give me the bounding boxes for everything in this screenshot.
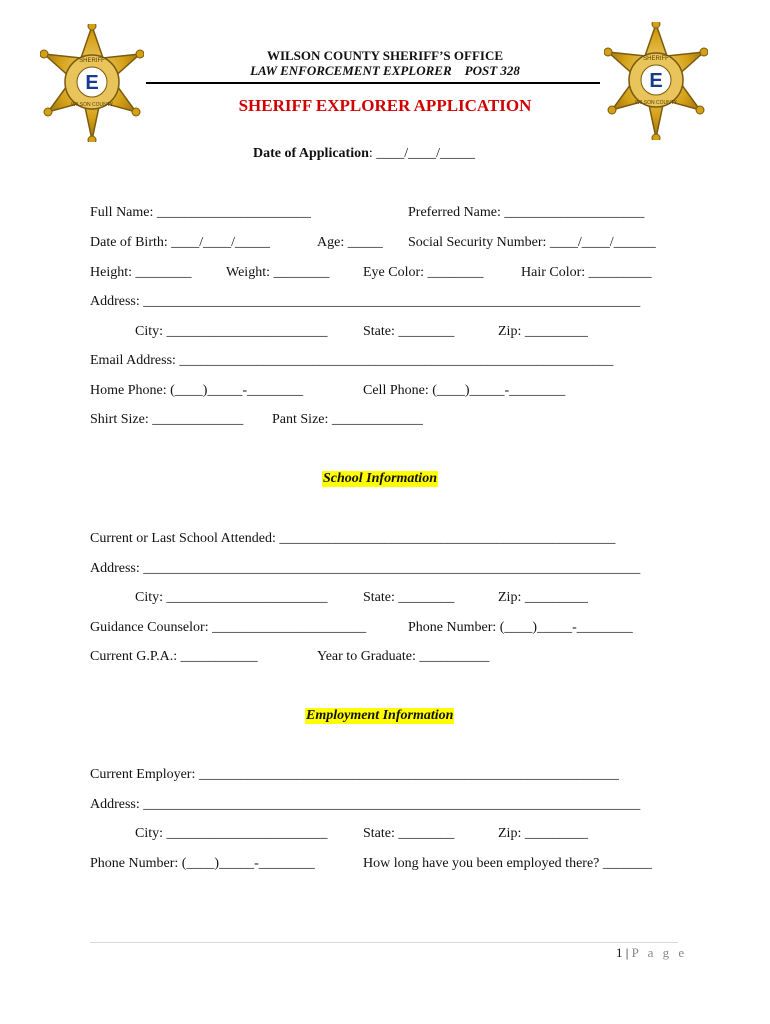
gpa-field[interactable]: Current G.P.A.: ___________: [90, 649, 258, 664]
home-phone-field[interactable]: Home Phone: (____)_____-________: [90, 383, 304, 398]
grad-year-field[interactable]: Year to Graduate: __________: [317, 649, 490, 664]
current-employer-field[interactable]: Current Employer: ____________________________________________________________: [90, 767, 619, 782]
address-field[interactable]: Address: _______________________________________________________________________: [90, 294, 641, 309]
svg-text:WILSON COUNTY: WILSON COUNTY: [70, 102, 114, 108]
footer-rule: [90, 942, 678, 943]
svg-text:SHERIFF: SHERIFF: [643, 56, 669, 62]
svg-text:E: E: [649, 70, 663, 92]
counselor-phone-field[interactable]: Phone Number: (____)_____-________: [408, 620, 633, 635]
page-number: 1: [616, 945, 623, 960]
zip-field[interactable]: Zip: _________: [498, 324, 588, 339]
shirt-size-field[interactable]: Shirt Size: _____________: [90, 412, 244, 427]
sheriff-badge-left-icon: [40, 24, 144, 142]
employer-phone-field[interactable]: Phone Number: (____)_____-________: [90, 856, 315, 871]
employer-state-field[interactable]: State: ________: [363, 826, 455, 841]
employment-duration-field[interactable]: How long have you been employed there? _______: [363, 856, 652, 871]
cell-phone-field[interactable]: Cell Phone: (____)_____-________: [363, 383, 566, 398]
employment-section-heading: Employment Information: [306, 708, 454, 723]
school-city-field[interactable]: City: _______________________: [135, 590, 328, 605]
page-footer: [616, 945, 687, 961]
eye-color-field[interactable]: Eye Color: ________: [363, 265, 484, 280]
school-address-field[interactable]: Address: _______________________________________________________________________: [90, 561, 641, 576]
pant-size-field[interactable]: Pant Size: _____________: [272, 412, 423, 427]
page-separator: |: [622, 945, 632, 960]
school-attended-field[interactable]: Current or Last School Attended: ________________________________________________: [90, 531, 616, 546]
state-field[interactable]: State: ________: [363, 324, 455, 339]
email-field[interactable]: Email Address: ______________________________________________________________: [90, 353, 614, 368]
page-title: SHERIFF EXPLORER APPLICATION: [238, 96, 532, 115]
school-section-heading: School Information: [323, 471, 437, 486]
date-of-application[interactable]: [253, 146, 475, 162]
employer-zip-field[interactable]: Zip: _________: [498, 826, 588, 841]
page-label: P a g e: [631, 945, 688, 960]
school-state-field[interactable]: State: ________: [363, 590, 455, 605]
sheriff-badge-right-icon: [604, 22, 708, 140]
employer-city-field[interactable]: City: _______________________: [135, 826, 328, 841]
agency-name: WILSON COUNTY SHERIFF’S OFFICE: [266, 48, 504, 63]
svg-text:SHERIFF: SHERIFF: [79, 58, 105, 64]
date-of-application-blank[interactable]: : ____/____/_____: [368, 146, 476, 161]
school-zip-field[interactable]: Zip: _________: [498, 590, 588, 605]
svg-text:WILSON COUNTY: WILSON COUNTY: [634, 100, 678, 106]
full-name-field[interactable]: Full Name: ______________________: [90, 205, 311, 220]
date-of-application-label: Date of Application: [253, 146, 369, 161]
employer-address-field[interactable]: Address: _______________________________________________________________________: [90, 797, 641, 812]
ssn-field[interactable]: Social Security Number: ____/____/______: [408, 235, 656, 250]
guidance-counselor-field[interactable]: Guidance Counselor: ______________________: [90, 620, 367, 635]
preferred-name-field[interactable]: Preferred Name: ____________________: [408, 205, 645, 220]
header-rule: [146, 82, 600, 84]
date-of-birth-field[interactable]: Date of Birth: ____/____/_____: [90, 235, 271, 250]
svg-text:E: E: [85, 72, 99, 94]
hair-color-field[interactable]: Hair Color: _________: [521, 265, 652, 280]
age-field[interactable]: Age: _____: [317, 235, 383, 250]
program-name: LAW ENFORCEMENT EXPLORER POST 328: [250, 63, 520, 78]
height-field[interactable]: Height: ________: [90, 265, 192, 280]
city-field[interactable]: City: _______________________: [135, 324, 328, 339]
weight-field[interactable]: Weight: ________: [226, 265, 330, 280]
